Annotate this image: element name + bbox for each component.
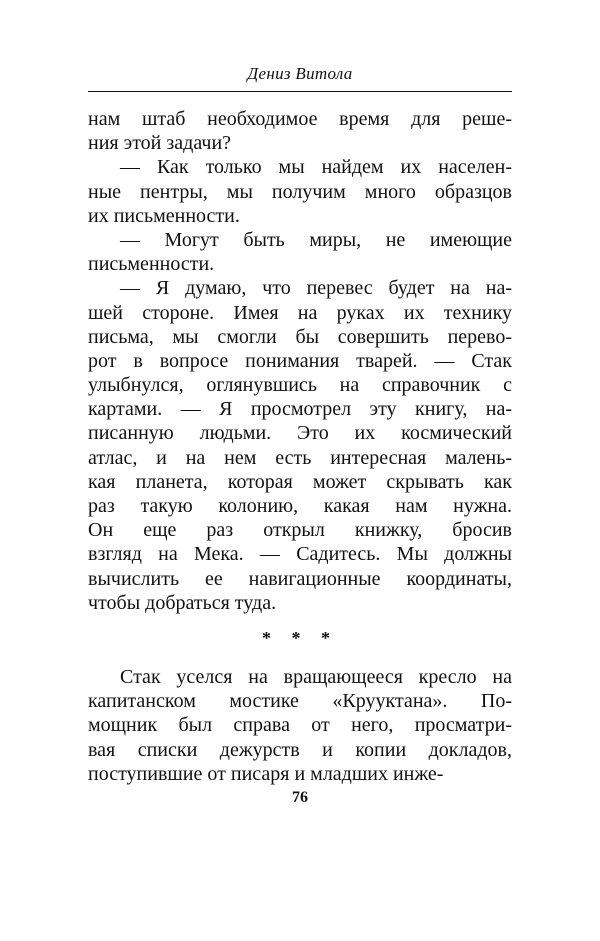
text-line: картами. — Я просмотрел эту книгу, на-	[88, 398, 512, 421]
page-number: 76	[292, 789, 308, 806]
text-line: нам штаб необходимое время для реше-	[88, 108, 512, 130]
section-break: * * *	[262, 627, 338, 648]
text-line: кая планета, которая может скрывать как	[88, 470, 512, 493]
text-line: писанную людьми. Это их космический	[88, 422, 512, 445]
paragraph	[88, 155, 512, 228]
text-line: поступившие от писаря и младших инже-	[88, 762, 444, 785]
text-line: вая списки дежурств и копии докладов,	[88, 738, 512, 761]
text-line: Стак уселся на вращающееся кресло на	[120, 665, 512, 688]
text-line: мощник был справа от него, просматри-	[88, 714, 512, 737]
text-line: улыбнулся, оглянувшись на справочник с	[88, 374, 512, 397]
text-line: письменности.	[88, 253, 215, 276]
text-line: раз такую колонию, какая нам нужна.	[88, 495, 512, 517]
running-head: Дениз Витола	[247, 64, 353, 83]
text-line: Он еще раз открыл книжку, бросив	[88, 519, 512, 542]
text-line: чтобы добраться туда.	[88, 591, 277, 614]
header-rule	[88, 91, 512, 92]
paragraph	[88, 276, 512, 615]
text-line: ния этой задачи?	[88, 132, 232, 155]
text-after-break	[88, 665, 512, 786]
text-line: — Могут быть миры, не имеющие	[120, 228, 512, 251]
paragraph	[88, 665, 512, 786]
body-text	[88, 107, 512, 786]
text-line: вычислить ее навигационные координаты,	[88, 567, 512, 590]
text-line: взгляд на Мека. — Садитесь. Мы должны	[88, 543, 512, 566]
text-line: атлас, и на нем есть интересная малень-	[88, 446, 512, 469]
paragraph	[88, 228, 512, 276]
text-line: письма, мы смогли бы совершить перево-	[88, 325, 512, 348]
paragraph	[88, 107, 512, 155]
text-line: их письменности.	[88, 204, 240, 227]
text-line: шей стороне. Имея на руках их технику	[88, 301, 512, 324]
text-line: — Как только мы найдем их населен-	[120, 156, 512, 179]
text-before-break	[88, 107, 512, 615]
text-line: рот в вопросе понимания тварей. — Стак	[88, 349, 512, 372]
text-line: капитанском мостике «Крууктана». По-	[88, 690, 512, 713]
text-line: ные пентры, мы получим много образцов	[88, 180, 512, 203]
text-line: — Я думаю, что перевес будет на на-	[120, 277, 512, 300]
